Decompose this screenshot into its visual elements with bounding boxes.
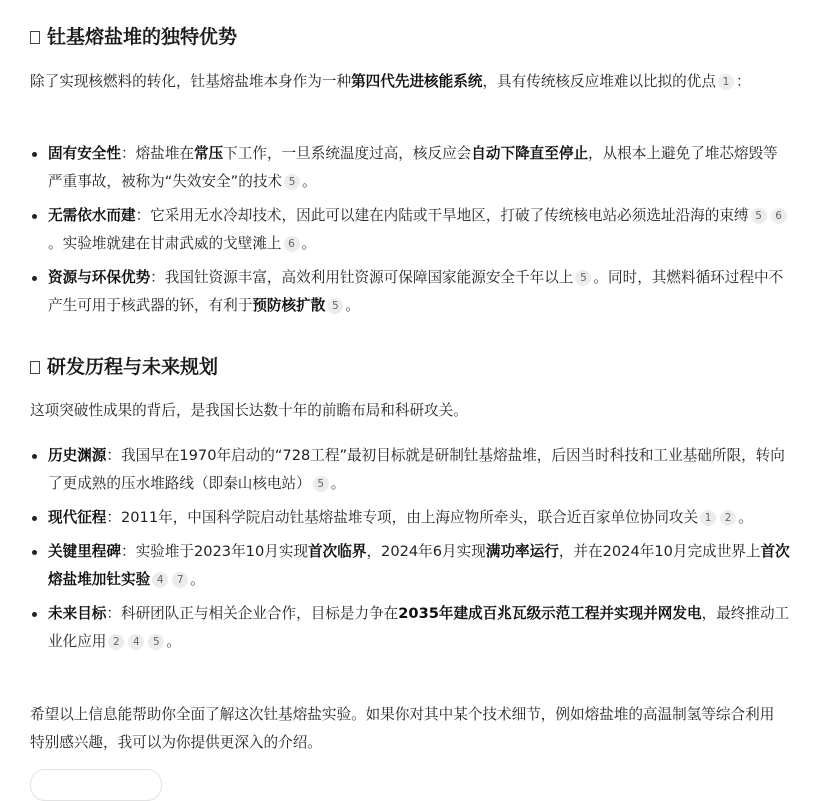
citation-badge[interactable]: 4 <box>128 634 144 650</box>
bold-text: 首次熔盐堆加钍实验 <box>48 543 790 588</box>
list-item-title: 关键里程碑 <box>48 543 121 560</box>
section-intro-paragraph: 这项突破性成果的背后，是我国长达数十年的前瞻布局和科研攻关。 <box>30 402 468 419</box>
bold-text: 自动下降直至停止 <box>471 145 589 162</box>
citation-badge[interactable]: 5 <box>284 174 300 190</box>
citation-badge[interactable]: 7 <box>172 572 188 588</box>
citation-badge[interactable]: 2 <box>720 510 736 526</box>
list-item-title: 固有安全性 <box>48 145 121 162</box>
advantages-list <box>30 140 790 326</box>
list-item-title: 历史渊源 <box>48 447 107 464</box>
list-item: 无需依水而建：它采用无水冷却技术，因此可以建在内陆或干旱地区，打破了传统核电站必须选址沿海的束缚 5 6。实验堆就建在甘肃武威的戈壁滩上 6 。 <box>30 202 790 258</box>
bold-text: 满功率运行 <box>485 543 559 560</box>
list-item-title: 未来目标 <box>48 605 107 622</box>
list-item: 历史渊源：我国早在1970年启动的“728工程”最初目标就是研制钍基熔盐堆，后因当时科技和工业基础所限，转向了更成熟的压水堆路线（即秦山核电站） 5 。 <box>30 442 790 498</box>
citation-badge[interactable]: 5 <box>313 476 329 492</box>
citation-badge[interactable]: 2 <box>108 634 124 650</box>
list-item: 现代征程：2011年，中国科学院启动钍基熔盐堆专项，由上海应物所牵头，联合近百家单位协同攻关 1 2 。 <box>30 504 790 532</box>
citation-badge[interactable]: 4 <box>152 572 168 588</box>
bold-text: 2035年建成百兆瓦级示范工程并实现并网发电 <box>398 605 702 622</box>
action-button[interactable] <box>30 769 162 801</box>
citation-badge[interactable]: 1 <box>700 510 716 526</box>
list-item: 未来目标：科研团队正与相关企业合作，目标是力争在2035年建成百兆瓦级示范工程并实现并网发电，最终推动工业化应用 2 4 5 。 <box>30 600 790 656</box>
citation-badge[interactable]: 5 <box>575 270 591 286</box>
list-item-title: 现代征程 <box>48 509 107 526</box>
citation-badge[interactable]: 5 <box>148 634 164 650</box>
section-heading-text: 研发历程与未来规划 <box>47 356 219 378</box>
missing-glyph-icon <box>30 361 40 374</box>
bold-text: 常压 <box>193 145 224 162</box>
history-list <box>30 442 790 662</box>
list-item-title: 资源与环保优势 <box>48 269 151 286</box>
bold-text: 预防核扩散 <box>252 297 326 314</box>
list-item-title: 无需依水而建 <box>48 207 136 224</box>
section-heading-advantages <box>30 25 237 49</box>
section-heading-text: 钍基熔盐堆的独特优势 <box>47 26 238 48</box>
missing-glyph-icon <box>30 31 40 44</box>
citation-badge[interactable]: 6 <box>284 236 300 252</box>
list-item: 关键里程碑：实验堆于2023年10月实现首次临界，2024年6月实现满功率运行，并在2024年10月完成世界上首次熔盐堆加钍实验 4 7 。 <box>30 538 790 594</box>
citation-badge[interactable]: 1 <box>718 74 734 90</box>
citation-badge[interactable]: 5 <box>751 208 767 224</box>
list-item: 固有安全性：熔盐堆在常压下工作，一旦系统温度过高，核反应会自动下降直至停止，从根本上避免了堆芯熔毁等严重事故，被称为“失效安全”的技术 5 。 <box>30 140 790 196</box>
bold-text: 第四代先进核能系统 <box>351 73 483 90</box>
citation-badge[interactable]: 6 <box>771 208 787 224</box>
citation-badge[interactable]: 5 <box>327 298 343 314</box>
section-intro-paragraph: 除了实现核燃料的转化，钍基熔盐堆本身作为一种第四代先进核能系统，具有传统核反应堆难以比拟的优点 1 ： <box>30 73 751 90</box>
list-item: 资源与环保优势：我国钍资源丰富，高效利用钍资源可保障国家能源安全千年以上 5 。同时，其燃料循环过程中不产生可用于核武器的钚，有利于预防核扩散 5 。 <box>30 264 790 320</box>
bold-text: 首次临界 <box>308 543 367 560</box>
closing-paragraph: 希望以上信息能帮助你全面了解这次钍基熔盐实验。如果你对其中某个技术细节，例如熔盐堆的高温制氢等综合利用特别感兴趣，我可以为你提供更深入的介绍。 <box>30 706 775 751</box>
section-heading-history <box>30 355 218 379</box>
